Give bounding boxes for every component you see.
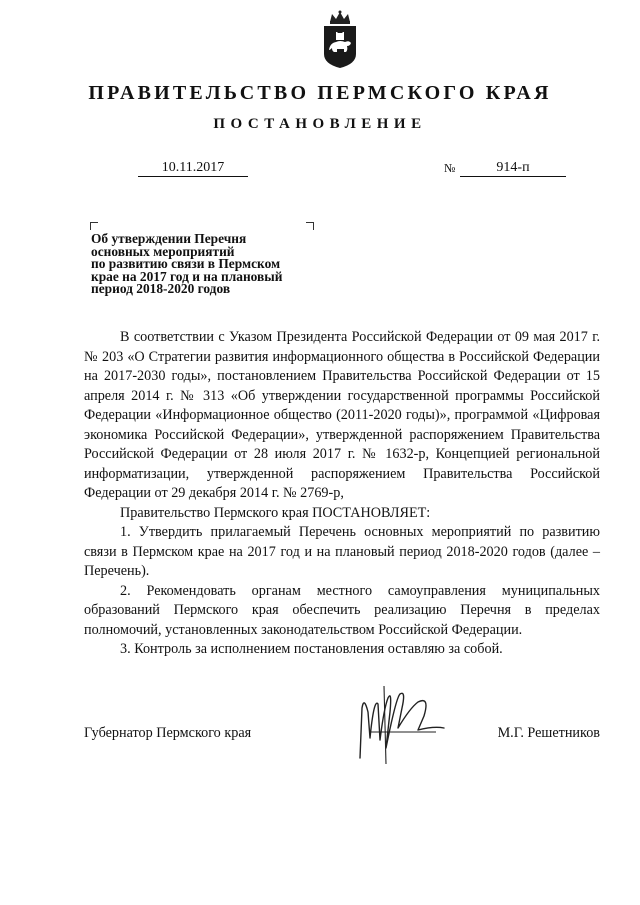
subject-line: период 2018-2020 годов	[91, 281, 231, 297]
body-paragraph-item-1: 1. Утвердить прилагаемый Перечень основных мероприятий по развитию связи в Пермском крае на 2017 год и на плановый период 2018-2020 годов (далее – Перечень).	[84, 524, 600, 579]
organization-title: ПРАВИТЕЛЬСТВО ПЕРМСКОГО КРАЯ	[88, 82, 552, 104]
document-subject	[91, 233, 311, 296]
subject-line: основных мероприятий	[91, 243, 235, 259]
body-paragraph-resolves: Правительство Пермского края ПОСТАНОВЛЯЕТ:	[120, 504, 431, 521]
number-sign: №	[444, 161, 456, 175]
handwritten-signature-icon	[340, 668, 450, 768]
subject-corner-mark-right	[306, 222, 314, 230]
body-paragraph-preamble: В соответствии с Указом Президента Российской Федерации от 09 мая 2017 г. № 203 «О Стратегии развития информационного общества в Российской Федерации на 2017-2030 годы», постановлением Правительства Российской Федерации от 15 апреля 2014 г. № 313 «Об утверждении государственной программы Российской Федерации «Информационное общество (2011-2020 годы)», программой «Цифровая экономика Российской Федерации», утвержденной распоряжением Правительства Российской Федерации от 28 июля 2017 г. № 1632-р, Концепцией региональной информатизации, утвержденной распоряжением Правительства Российской Федерации от 29 декабря 2014 г. № 2769-р,	[84, 329, 600, 501]
subject-corner-mark-left	[90, 222, 98, 230]
perm-krai-coat-of-arms-icon	[318, 10, 362, 70]
document-number: 914-п	[460, 160, 566, 177]
document-date: 10.11.2017	[138, 160, 248, 177]
subject-line: по развитию связи в Пермском	[91, 256, 281, 272]
subject-line: крае на 2017 год и на плановый	[91, 268, 283, 284]
document-type-title: ПОСТАНОВЛЕНИЕ	[213, 116, 427, 132]
body-paragraph-item-2: 2. Рекомендовать органам местного самоуправления муниципальных образований Пермского края обеспечить реализацию Перечня в пределах полномочий, установленных законодательством Российской Федерации.	[84, 582, 600, 638]
document-body	[84, 328, 600, 660]
subject-line: Об утверждении Перечня	[91, 231, 247, 246]
signatory-name: М.Г. Решетников	[497, 725, 600, 741]
signatory-position: Губернатор Пермского края	[84, 725, 252, 741]
body-paragraph-item-3: 3. Контроль за исполнением постановления оставляю за собой.	[120, 641, 503, 657]
